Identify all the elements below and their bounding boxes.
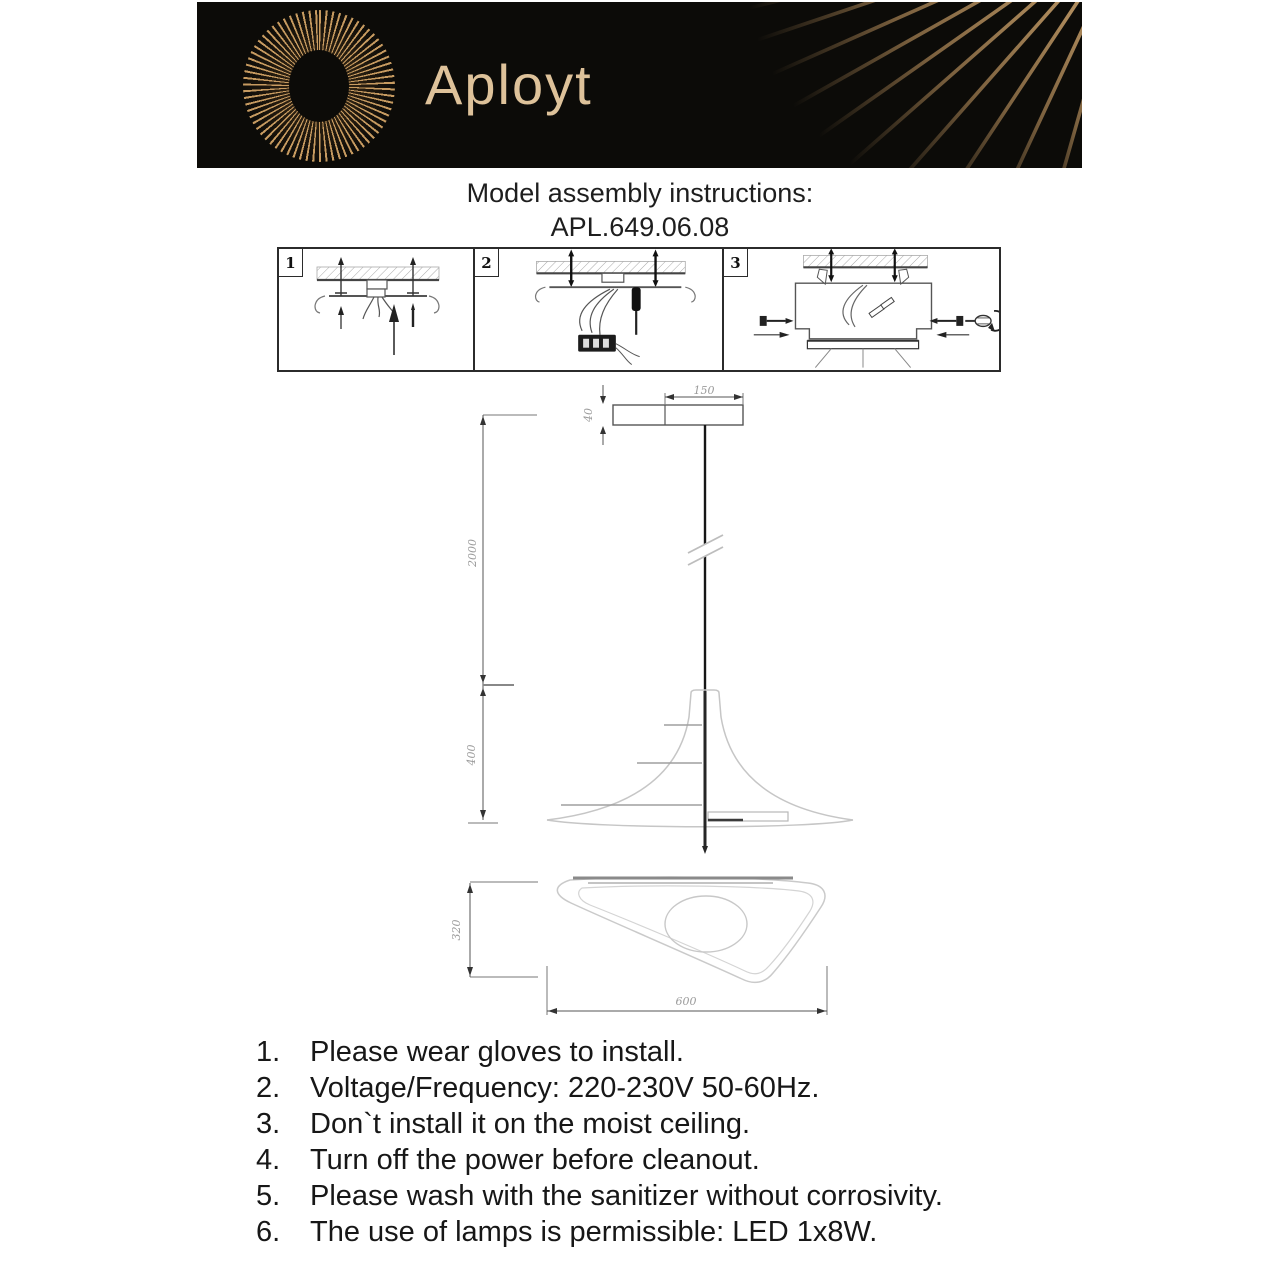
model-number: APL.649.06.08 <box>550 212 730 242</box>
title-block <box>0 176 1280 244</box>
shade-side-view <box>547 690 853 854</box>
item-number: 3. <box>256 1108 281 1140</box>
assembly-steps-row <box>277 247 1001 372</box>
item-number: 4. <box>256 1144 281 1176</box>
item-text: Voltage/Frequency: 220-230V 50-60Hz. <box>310 1072 820 1104</box>
step-3-diagram <box>724 249 999 370</box>
dimension-drawing <box>430 383 890 1035</box>
canopy-height-label: 40 <box>582 408 595 422</box>
step-number-badge: 3 <box>724 249 748 277</box>
item-text: The use of lamps is permissible: LED 1x8W. <box>310 1216 878 1248</box>
list-item <box>256 1070 1106 1106</box>
height-dimension-lines <box>465 415 537 823</box>
canopy-side-view <box>582 384 743 445</box>
item-text: Don`t install it on the moist ceiling. <box>310 1108 751 1140</box>
step-number-badge: 2 <box>475 249 499 277</box>
shade-bottom-view <box>557 877 825 982</box>
instruction-list <box>256 1034 1106 1250</box>
item-number: 2. <box>256 1072 281 1104</box>
ray-fan-decoration <box>522 2 1082 168</box>
suspension-cord <box>688 425 723 691</box>
assembly-step-3 <box>722 249 999 370</box>
list-item <box>256 1034 1106 1070</box>
step-number-badge: 1 <box>279 249 303 277</box>
shade-depth-label: 320 <box>450 919 463 941</box>
suspension-length-label: 2000 <box>466 539 479 567</box>
assembly-step-1 <box>279 249 473 370</box>
list-item <box>256 1214 1106 1250</box>
shade-width-label: 600 <box>675 995 697 1008</box>
list-item <box>256 1142 1106 1178</box>
step-1-diagram <box>279 249 473 370</box>
list-item <box>256 1106 1106 1142</box>
bottom-view-dimension-lines <box>450 882 827 1015</box>
item-number: 1. <box>256 1036 281 1068</box>
item-number: 6. <box>256 1216 281 1248</box>
assembly-step-2 <box>473 249 722 370</box>
shade-height-label: 400 <box>465 744 478 766</box>
page-title: Model assembly instructions: <box>466 178 814 208</box>
item-text: Turn off the power before cleanout. <box>310 1144 760 1176</box>
brand-banner <box>197 2 1082 168</box>
item-text: Please wash with the sanitizer without corrosivity. <box>310 1180 943 1212</box>
brand-wordmark: Aployt <box>425 53 593 116</box>
item-number: 5. <box>256 1180 281 1212</box>
item-text: Please wear gloves to install. <box>310 1036 684 1068</box>
starburst-logo-core <box>289 50 349 122</box>
canopy-width-label: 150 <box>693 384 715 397</box>
step-2-diagram <box>475 249 722 370</box>
list-item <box>256 1178 1106 1214</box>
